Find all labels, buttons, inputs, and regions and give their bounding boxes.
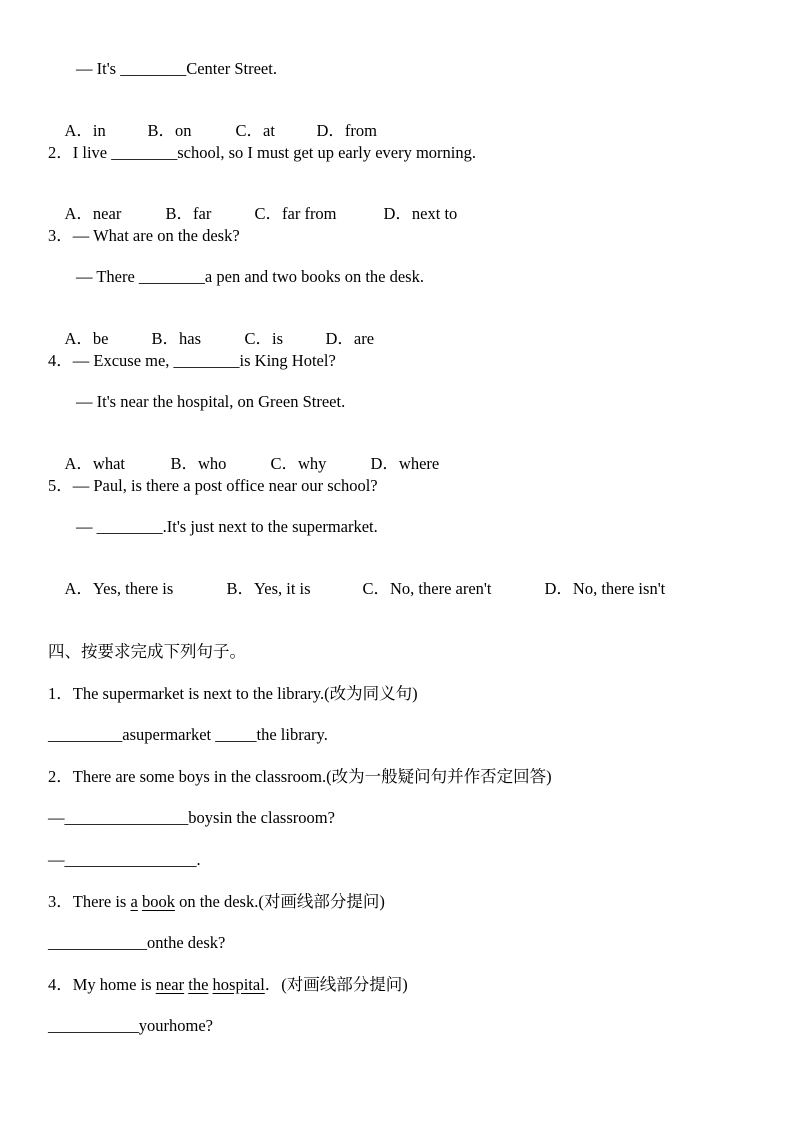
q4-option-a: A．what [64, 454, 125, 473]
s4-text-post: ．(对画线部分提问) [264, 975, 408, 994]
s4-underlined-the: the [188, 975, 209, 994]
q2-stem: 2．I live ________school, so I must get up early every morning. [48, 143, 477, 162]
q4-answer-line: — It's near the hospital, on Green Street. [76, 392, 346, 411]
s3-underlined-a: a [130, 892, 138, 911]
q3-option-a: A．be [64, 329, 109, 348]
q4-option-c: C．why [270, 454, 327, 473]
q3-stem: 3．— What are on the desk? [48, 226, 240, 245]
q1-option-c: C．at [235, 121, 275, 140]
s3-answer-blank: ____________onthe desk? [48, 933, 226, 952]
q5-options [48, 559, 666, 598]
s3-text-pre: 3．There is [48, 892, 131, 911]
s4-sentence [48, 975, 408, 997]
s3-sentence [48, 892, 385, 914]
q2-option-c: C．far from [254, 204, 337, 223]
q2-options [48, 184, 458, 223]
s1-answer-blank: _________asupermarket _____the library. [48, 725, 328, 744]
q5-option-b: B．Yes, it is [226, 579, 311, 598]
q2-option-d: D．next to [383, 204, 458, 223]
q1-option-d: D．from [316, 121, 377, 140]
s4-underlined-near: near [155, 975, 185, 994]
s2-sentence: 2．There are some boys in the classroom.(改为一般疑问句并作否定回答) [48, 767, 552, 786]
q5-answer-line: — ________.It's just next to the supermarket. [76, 517, 378, 536]
s1-sentence: 1．The supermarket is next to the library.(改为同义句) [48, 684, 418, 703]
s2-answer-blank-question: —_______________boysin the classroom? [48, 808, 335, 827]
q1-option-a: A．in [64, 121, 106, 140]
q4-options [48, 434, 440, 473]
q4-stem: 4．— Excuse me, ________is King Hotel? [48, 351, 336, 370]
q1-option-b: B．on [147, 121, 192, 140]
q4-option-b: B．who [170, 454, 227, 473]
q3-option-d: D．are [325, 329, 375, 348]
q5-option-a: A．Yes, there is [64, 579, 174, 598]
s4-answer-blank: ___________yourhome? [48, 1016, 213, 1035]
q4-option-d: D．where [370, 454, 440, 473]
q1-answer-line: — It's ________Center Street. [76, 59, 277, 78]
q3-option-c: C．is [244, 329, 284, 348]
q2-option-a: A．near [64, 204, 122, 223]
q3-answer-line: — There ________a pen and two books on the desk. [76, 267, 424, 286]
section-title: 四、按要求完成下列句子。 [48, 642, 246, 661]
q3-options [48, 309, 375, 348]
q5-stem: 5．— Paul, is there a post office near our school? [48, 476, 378, 495]
q5-option-d: D．No, there isn't [544, 579, 666, 598]
q3-option-b: B．has [151, 329, 201, 348]
s3-underlined-book: book [141, 892, 175, 911]
s3-text-post: on the desk.(对画线部分提问) [174, 892, 385, 911]
q5-option-c: C．No, there aren't [362, 579, 492, 598]
s4-text-pre: 4．My home is [48, 975, 156, 994]
s4-underlined-hospital: hospital [212, 975, 265, 994]
q1-options [48, 101, 377, 140]
q2-option-b: B．far [165, 204, 212, 223]
s2-answer-blank-reply: —________________. [48, 850, 201, 869]
